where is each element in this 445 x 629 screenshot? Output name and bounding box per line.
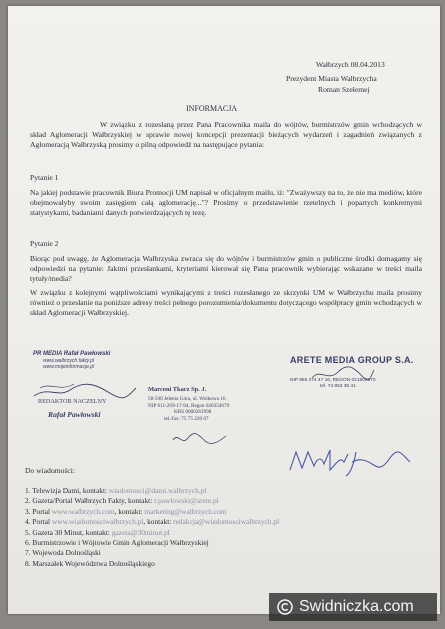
watermark-text: Swidniczka.com bbox=[299, 598, 414, 615]
arete-stamp-line2: NIP 886 274 47 16, REGON 021805970 bbox=[290, 378, 376, 383]
handwritten-signature bbox=[286, 444, 416, 484]
question1-heading: Pytanie 1 bbox=[30, 173, 59, 182]
portal-link[interactable]: www.walbrzych.com bbox=[51, 506, 115, 516]
marconi-stamp-line3: NIP 611-269-17-94, Regon 020354679 bbox=[148, 402, 230, 409]
watermark bbox=[269, 593, 437, 621]
distribution-heading: Do wiadomości: bbox=[25, 466, 75, 475]
pr-media-stamp-line3: www.mojeinformacje.pl bbox=[43, 364, 95, 370]
marconi-stamp bbox=[148, 386, 268, 422]
recipient-title: Prezydent Miasta Wałbrzycha bbox=[286, 74, 377, 83]
arete-stamp-line3: tel. 74 853 38 41 bbox=[320, 384, 356, 389]
marconi-stamp-line4: KRS 0000261998 bbox=[174, 409, 212, 416]
list-item: 5. Gazeta 30 Minut, kontakt: gazeta@30minut.pl bbox=[25, 527, 170, 537]
marconi-signature bbox=[170, 430, 230, 448]
list-item: 7. Wojewoda Dolnośląski bbox=[25, 548, 101, 558]
contact-email[interactable]: gazeta@30minut.pl bbox=[111, 527, 170, 537]
question2-text: Biorąc pod uwagę, że Aglomeracja Wałbrzyska zwraca się do wójtów i burmistrzów gmin o publiczne środki domagamy się odpowiedzi na pytanie: Jakimi przesłankami, kryteriami kierował się Pana pracownik wybierając wskazane w treści maila tytuły/media? bbox=[30, 254, 422, 283]
pr-media-stamp-line2: www.walbrzych.fakty.pl bbox=[43, 358, 95, 364]
contact-email[interactable]: marketing@walbrzych.com bbox=[144, 506, 227, 516]
marconi-stamp-line2: 58-500 Jelenia Góra, ul. Wolkowa 16 bbox=[148, 396, 226, 402]
redaktor-title: REDAKTOR NACZELNY bbox=[38, 398, 107, 405]
contact-email[interactable]: wiadomosci@dami.walbrzych.pl bbox=[108, 486, 207, 495]
marconi-stamp-line1: Marconi Tkacz Sp. J. bbox=[148, 386, 207, 393]
list-item: 4. Portal www.wiadomosciwalbrzych.pl, kontakt: redakcja@wiadomosciwalbrzych.pl bbox=[25, 517, 280, 527]
list-item: 2. Gazeta/Portal Wałbrzych Fakty, kontakt: r.pawlowski@arete.pl bbox=[25, 496, 219, 506]
distribution-list bbox=[25, 486, 279, 569]
contact-email[interactable]: redakcja@wiadomosciwalbrzych.pl bbox=[173, 517, 280, 527]
contact-email[interactable]: r.pawlowski@arete.pl bbox=[154, 496, 219, 506]
list-item: 1. Telewizja Dami, kontakt: wiadomosci@dami.walbrzych.pl bbox=[25, 486, 207, 495]
marconi-stamp-line5: tel./fax: 75 75 220 67 bbox=[164, 415, 209, 422]
list-item: 8. Marszałek Województwa Dolnośląskiego bbox=[25, 558, 155, 568]
list-item: 3. Portal www.walbrzych.com, kontakt: marketing@walbrzych.com bbox=[25, 506, 227, 516]
redaktor-stamp bbox=[38, 398, 138, 421]
intro-paragraph: W związku z rozesłaną przez Pana Pracownika maila do wójtów, burmistrzów gmin wchodzących w skład Aglomeracji Wałbrzyskiej w sprawie nowej koncepcji prezentacji bieżących wydarzeń i zagadnień związanych z Aglomeracją Wałbrzyską prosimy o pilną odpowiedź na następujące pytania: bbox=[30, 120, 422, 149]
list-item: 6. Burmistrzowie i Wójtowie Gmin Aglomeracji Wałbrzyskiej bbox=[25, 538, 209, 548]
question2-heading: Pytanie 2 bbox=[30, 239, 59, 248]
closing-paragraph: W związku z kolejnymi wątpliwościami wynikającymi z treści rozesłanego ze skrzynki UM w Wałbrzychu maila prosimy również o przesłanie na poniższe adresy treści pełnego porozumienia/dokumentu dotyczącego współpracy gmin wchodzących w skład Aglomeracji Wałbrzyskiej. bbox=[30, 288, 422, 317]
portal-link[interactable]: www.wiadomosciwalbrzych.pl bbox=[51, 517, 144, 527]
document-page bbox=[8, 6, 440, 614]
pr-media-stamp-line1: PR MEDIA Rafał Pawłowski bbox=[33, 351, 111, 357]
arete-signature bbox=[308, 364, 378, 384]
arete-stamp-name: ARETE MEDIA GROUP S.A. bbox=[290, 355, 414, 365]
date-line: Wałbrzych 08.04.2013 bbox=[316, 60, 385, 69]
recipient-name: Roman Szełemej bbox=[318, 85, 370, 94]
question1-text: Na jakiej podstawie pracownik Biura Promocji UM napisał w oficjalnym mailu, iż: "Zważywszy na to, że nie ma mediów, które obejmowałyby swoim zasięgiem całą aglomerację..."? Prosimy o przedstawienie rzetelnych i popartych konkretnymi statystykami, badaniami danych potwierdzających tę tezę. bbox=[30, 188, 422, 217]
copyright-icon bbox=[277, 599, 293, 615]
redaktor-name: Rafał Pawłowski bbox=[48, 410, 101, 419]
document-title: INFORMACJA bbox=[186, 104, 238, 113]
